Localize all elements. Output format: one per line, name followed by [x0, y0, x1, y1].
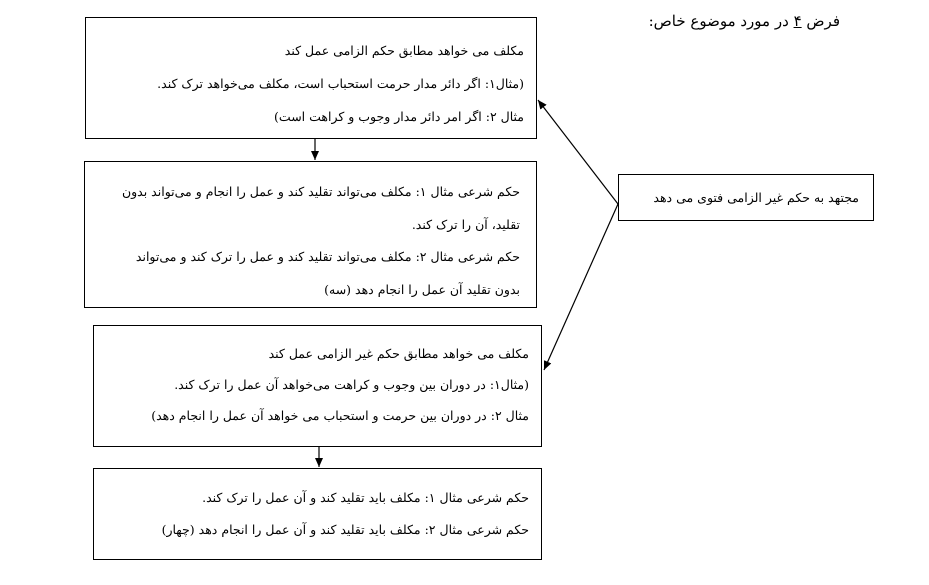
box-mujtahid-fatwa [618, 174, 874, 221]
box-non-mandatory-action [93, 325, 542, 447]
box1-line3: مثال ۲: اگر امر دائر مدار وجوب و کراهت است) [274, 109, 524, 124]
box2-line3: حکم شرعی مثال ۲: مکلف می‌تواند تقلید کند و عمل را ترک کند و می‌تواند [135, 249, 520, 264]
heading-suffix: در مورد موضوع خاص: [648, 12, 789, 30]
box2-line1: حکم شرعی مثال ۱: مکلف می‌تواند تقلید کند و عمل را انجام و می‌تواند بدون [121, 184, 520, 199]
box-mandatory-ruling [84, 161, 537, 308]
box4-line2: حکم شرعی مثال ۲: مکلف باید تقلید کند و آن عمل را انجام دهد (چهار) [161, 522, 529, 537]
box4-line1: حکم شرعی مثال ۱: مکلف باید تقلید کند و آن عمل را ترک کند. [202, 490, 529, 505]
box2-line2: تقلید، آن را ترک کند. [411, 216, 520, 232]
box-mandatory-action [85, 17, 537, 139]
box1-line2: (مثال۱: اگر دائر مدار حرمت استحباب است، مکلف می‌خواهد ترک کند. [157, 76, 524, 91]
side-box-text: مجتهد به حکم غیر الزامی فتوی می دهد [653, 190, 859, 205]
box3-line1: مکلف می خواهد مطابق حکم غیر الزامی عمل کند [268, 346, 529, 361]
box2-line4: بدون تقلید آن عمل را انجام دهد (سه) [324, 281, 520, 297]
heading-number: ۴ [793, 12, 802, 30]
heading-prefix: فرض [806, 12, 840, 30]
arrow-side-to-box1 [538, 100, 618, 204]
box-non-mandatory-ruling [93, 468, 542, 560]
box1-line1: مکلف می خواهد مطابق حکم الزامی عمل کند [284, 43, 524, 58]
box3-line3: مثال ۲: در دوران بین حرمت و استحباب می خواهد آن عمل را انجام دهد) [151, 408, 529, 423]
arrow-side-to-box3 [544, 204, 618, 370]
box3-line2: (مثال۱: در دوران بین وجوب و کراهت می‌خواهد آن عمل را ترک کند. [174, 377, 529, 392]
